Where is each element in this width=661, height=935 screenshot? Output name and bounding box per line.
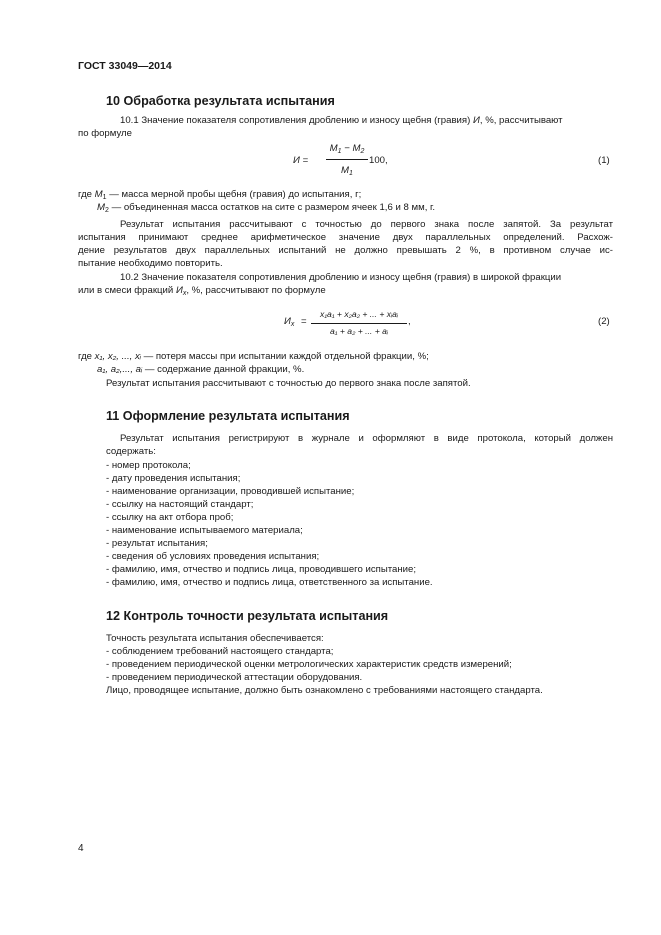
para-10-2-line2: или в смеси фракций $И_x$, %, рассчитывают по формуле xyxy=(78,285,326,297)
where-x: где x₁, x₂, ..., xᵢ — потеря массы при испытании каждой отдельной фракции, %; xyxy=(78,351,429,362)
list-item: - соблюдением требований настоящего стандарта; xyxy=(106,646,334,657)
list-item: - дату проведения испытания; xyxy=(106,473,241,484)
formula-1-number: (1) xyxy=(598,155,610,166)
formula-1-denominator: $M_1$ xyxy=(341,165,353,177)
formula-1-lhs: И = xyxy=(293,155,309,166)
para-10-1-line2: по формуле xyxy=(78,128,132,139)
formula-2-numerator: x₁a₁ + x₂a₂ + ... + xᵢaᵢ xyxy=(320,309,398,319)
formula-2-tail: , xyxy=(408,316,411,327)
page-number: 4 xyxy=(78,843,84,854)
section-12-body xyxy=(106,633,543,698)
list-item: - наименование испытываемого материала; xyxy=(106,525,303,536)
where-m1: где $M_1$ — масса мерной пробы щебня (гравия) до испытания, г; xyxy=(78,189,362,201)
section-11-title: 11 Оформление результата испытания xyxy=(106,409,350,423)
list-item: - фамилию, имя, отчество и подпись лица, ответственного за испытание. xyxy=(106,577,433,588)
para-10-1-line1 xyxy=(120,115,563,127)
formula-2-lhs: $И_x$ xyxy=(284,316,295,328)
list-item: - проведением периодической аттестации оборудования. xyxy=(106,672,363,683)
formula-2-fraction-bar xyxy=(311,323,407,324)
document-header: ГОСТ 33049—2014 xyxy=(78,60,172,72)
para-result-line4: пытание необходимо повторить. xyxy=(78,258,223,269)
list-item: - ссылку на настоящий стандарт; xyxy=(106,499,254,510)
formula-2-equals: = xyxy=(301,316,307,327)
list-item: - результат испытания; xyxy=(106,538,208,549)
para-result-precision: Результат испытания рассчитывают с точностью до первого знака после запятой. xyxy=(106,378,471,389)
para-10-2-line1: 10.2 Значение показателя сопротивления дроблению и износу щебня (гравия) в широкой фракции xyxy=(120,272,562,283)
list-item: - ссылку на акт отбора проб; xyxy=(106,512,234,523)
formula-1-fraction-bar xyxy=(326,159,368,160)
formula-1-numerator: $M_1 - M_2$ xyxy=(329,143,365,155)
list-item: - фамилию, имя, отчество и подпись лица, проводившего испытание; xyxy=(106,564,416,575)
para-10-1-end: , %, рассчитывают xyxy=(479,115,563,126)
para-result-line1: Результат испытания рассчитывают с точностью до первого знака после запятой. За результат xyxy=(120,219,613,230)
list-item: - сведения об условиях проведения испытания; xyxy=(106,551,320,562)
section-10-title: 10 Обработка результата испытания xyxy=(106,94,335,108)
formula-2-denominator: a₁ + a₂ + ... + aᵢ xyxy=(330,326,388,336)
symbol-I: И xyxy=(472,115,480,126)
where-a: a₁, a₂,..., aᵢ — содержание данной фракции, %. xyxy=(97,364,305,375)
where-m2: $M_2$ — объединенная масса остатков на сите с размером ячеек 1,6 и 8 мм, г. xyxy=(97,202,436,214)
para-result-line2: испытания принимают среднее арифметическое значение двух параллельных определений. Расхож- xyxy=(78,232,613,243)
section-11-intro-line1: Результат испытания регистрируют в журнале и оформляют в виде протокола, который должен xyxy=(120,433,613,444)
list-item: Лицо, проводящее испытание, должно быть ознакомлено с требованиями настоящего стандарта. xyxy=(106,685,543,696)
para-result-line3: дение результатов двух параллельных испытаний не должно превышать 2 %, в противном случае ис- xyxy=(78,245,613,256)
protocol-items-list xyxy=(106,460,433,590)
formula-1-tail: 100, xyxy=(369,155,388,166)
list-item: - номер протокола; xyxy=(106,460,191,471)
list-item: - проведением периодической оценки метрологических характеристик средств измерений; xyxy=(106,659,512,670)
para-10-1-text: 10.1 Значение показателя сопротивления дроблению и износу щебня (гравия) xyxy=(120,115,473,126)
section-12-title: 12 Контроль точности результата испытания xyxy=(106,609,389,623)
list-item: - наименование организации, проводившей испытание; xyxy=(106,486,355,497)
list-item: Точность результата испытания обеспечивается: xyxy=(106,633,324,644)
section-11-intro-line2: содержать: xyxy=(106,446,156,457)
formula-2-number: (2) xyxy=(598,316,610,327)
